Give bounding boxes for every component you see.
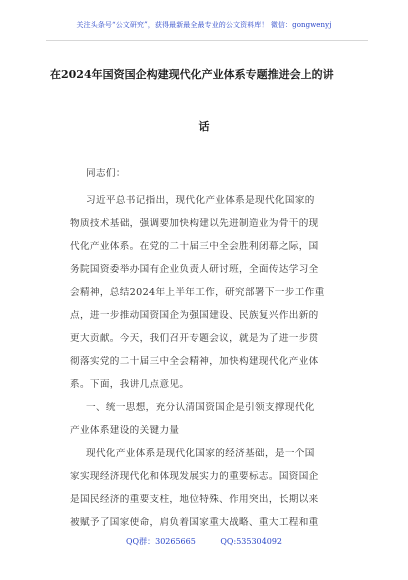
paragraph-line: 代化产业体系。在党的二十届三中全会胜利闭幕之际，国: [70, 241, 319, 252]
footer-qq-number: QQ:535304092: [220, 537, 282, 546]
footer-qq-group: QQ群：30265665: [125, 537, 196, 546]
header-divider: [46, 40, 368, 41]
salutation: 同志们：: [86, 168, 126, 179]
paragraph-line: 习近平总书记指出，现代化产业体系是现代化国家的: [86, 195, 315, 206]
paragraph-line: 会精神，总结2024年上半年工作，研究部署下一步工作重: [70, 287, 325, 298]
document-title-line-2: 话: [198, 120, 210, 133]
paragraph-line: 家实现经济现代化和体现发展实力的重要标志。国资国企: [70, 471, 319, 482]
paragraph-line: 更大贡献。今天，我们召开专题会议，就是为了进一步贯: [70, 333, 319, 344]
section-heading-line: 产业体系建设的关键力量: [70, 425, 180, 436]
paragraph-line: 被赋予了国家使命，肩负着国家重大战略、重大工程和重: [70, 517, 319, 528]
paragraph-line: 现代化产业体系是现代化国家的经济基础，是一个国: [86, 448, 315, 459]
paragraph-line: 点，进一步推动国资国企为强国建设、民族复兴作出新的: [70, 310, 319, 321]
document-title-line-1: 在2024年国资国企构建现代化产业体系专题推进会上的讲: [50, 68, 334, 81]
paragraph-line: 物质技术基础，强调要加快构建以先进制造业为骨干的现: [70, 218, 319, 229]
paragraph-line: 彻落实党的二十届三中全会精神，加快构建现代化产业体: [70, 356, 319, 367]
footer-contact: [0, 536, 408, 547]
section-heading-line: 一、统一思想，充分认清国资国企是引领支撑现代化: [86, 402, 315, 413]
paragraph-line: 务院国资委举办国有企业负责人研讨班，全面传达学习全: [70, 264, 319, 275]
paragraph-line: 是国民经济的重要支柱，地位特殊、作用突出，长期以来: [70, 494, 319, 505]
paragraph-line: 系。下面，我讲几点意见。: [70, 379, 190, 390]
header-banner: 关注头条号“公文研究”，获得最新最全最专业的公文资料库！ 微信：gongwenyj: [76, 21, 332, 29]
